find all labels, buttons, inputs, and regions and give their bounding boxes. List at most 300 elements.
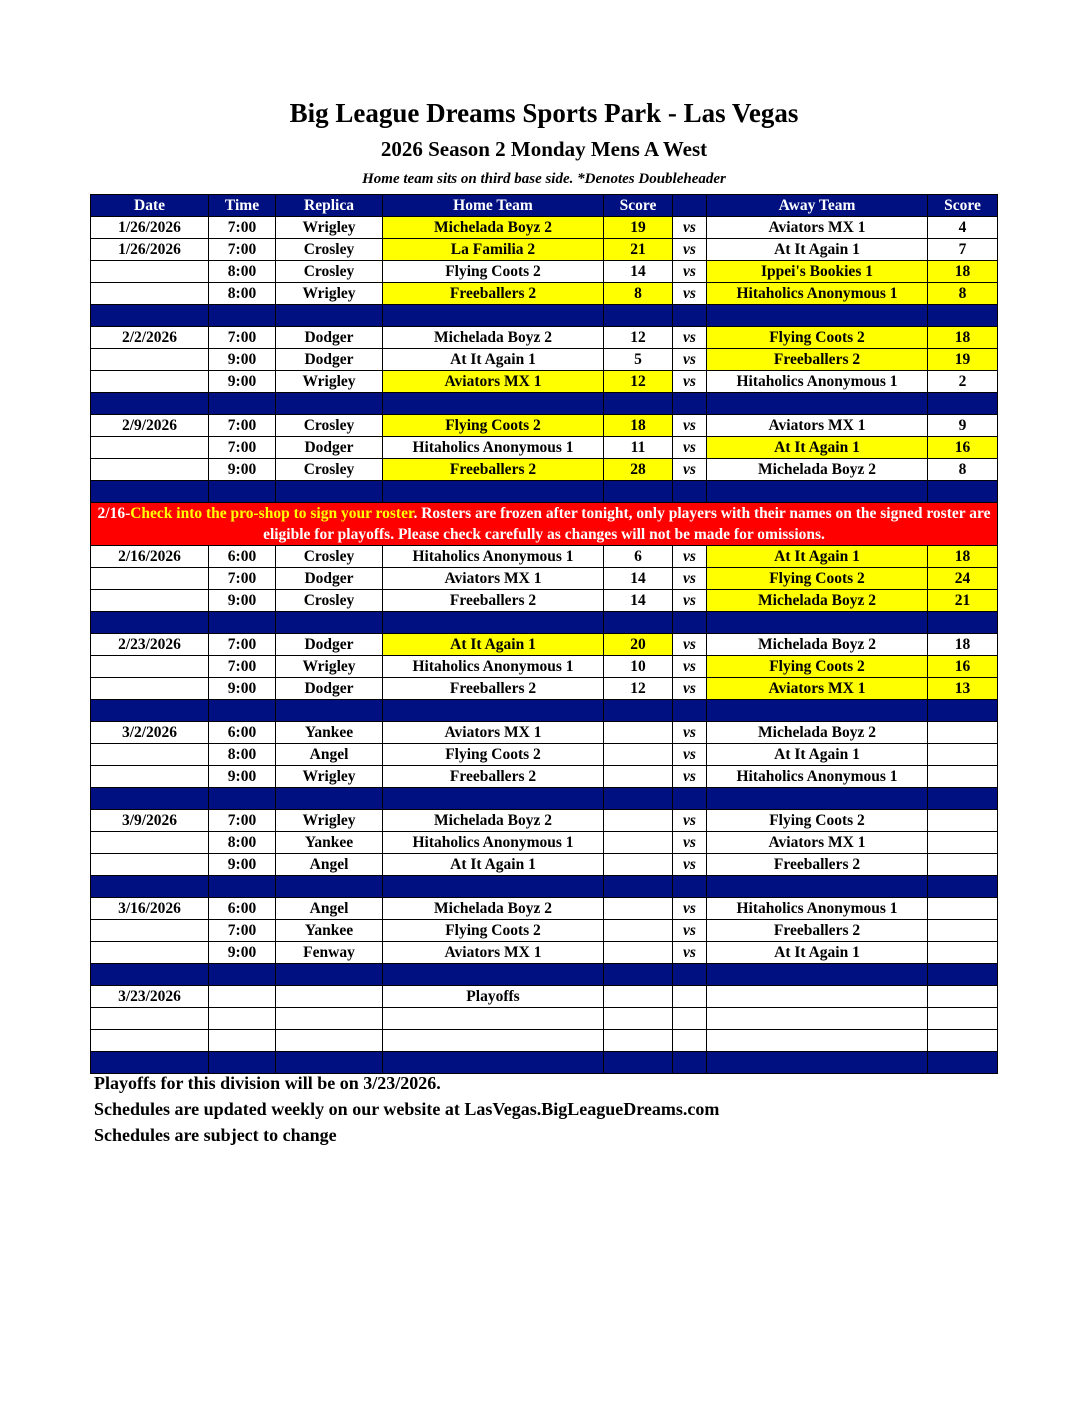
time-cell: 9:00 (209, 678, 276, 700)
separator-cell (928, 788, 998, 810)
replica-cell: Angel (276, 744, 383, 766)
date-cell (91, 744, 209, 766)
home-team-cell: Michelada Boyz 2 (383, 217, 604, 239)
home-team-note: Home team sits on third base side. *Denotes Doubleheader (362, 171, 726, 187)
separator-cell (383, 481, 604, 503)
date-cell (91, 1008, 209, 1030)
home-team-cell: Hitaholics Anonymous 1 (383, 437, 604, 459)
col-header-home-team: Home Team (383, 195, 604, 217)
away-score-cell: 24 (928, 568, 998, 590)
away-team-cell: Aviators MX 1 (707, 217, 928, 239)
replica-cell: Wrigley (276, 766, 383, 788)
separator-cell (276, 1052, 383, 1074)
replica-cell: Yankee (276, 920, 383, 942)
away-score-cell: 8 (928, 283, 998, 305)
footer-change-note: Schedules are subject to change (94, 1125, 337, 1145)
game-row (91, 854, 998, 876)
replica-cell (276, 1008, 383, 1030)
home-score-cell: 12 (604, 327, 673, 349)
time-cell (209, 1008, 276, 1030)
separator-cell (928, 305, 998, 327)
date-cell (91, 590, 209, 612)
home-team-cell: Flying Coots 2 (383, 261, 604, 283)
vs-cell: vs (673, 942, 707, 964)
away-team-cell: Michelada Boyz 2 (707, 590, 928, 612)
time-cell: 7:00 (209, 656, 276, 678)
week-separator-row (91, 964, 998, 986)
separator-cell (209, 481, 276, 503)
header-row (91, 195, 998, 217)
home-score-cell (604, 920, 673, 942)
away-team-cell: Freeballers 2 (707, 349, 928, 371)
game-row (91, 898, 998, 920)
separator-cell (209, 788, 276, 810)
away-score-cell: 13 (928, 678, 998, 700)
replica-cell: Crosley (276, 546, 383, 568)
vs-cell: vs (673, 437, 707, 459)
home-score-cell (604, 1030, 673, 1052)
time-cell: 6:00 (209, 898, 276, 920)
home-team-cell: Playoffs (383, 986, 604, 1008)
home-score-cell: 11 (604, 437, 673, 459)
game-row (91, 415, 998, 437)
replica-cell: Crosley (276, 459, 383, 481)
away-team-cell (707, 1008, 928, 1030)
away-team-cell: Aviators MX 1 (707, 415, 928, 437)
away-score-cell: 16 (928, 437, 998, 459)
away-team-cell (707, 986, 928, 1008)
home-score-cell: 19 (604, 217, 673, 239)
replica-cell: Crosley (276, 239, 383, 261)
separator-cell (928, 481, 998, 503)
date-cell (91, 854, 209, 876)
away-team-cell: Flying Coots 2 (707, 656, 928, 678)
blank-row (91, 1008, 998, 1030)
col-header-replica: Replica (276, 195, 383, 217)
separator-cell (673, 393, 707, 415)
date-cell: 2/9/2026 (91, 415, 209, 437)
time-cell: 8:00 (209, 744, 276, 766)
away-score-cell (928, 1008, 998, 1030)
home-team-cell: Aviators MX 1 (383, 568, 604, 590)
separator-cell (604, 876, 673, 898)
away-score-cell: 2 (928, 371, 998, 393)
away-score-cell: 18 (928, 327, 998, 349)
separator-cell (707, 1052, 928, 1074)
replica-cell: Crosley (276, 415, 383, 437)
home-score-cell: 28 (604, 459, 673, 481)
away-score-cell (928, 744, 998, 766)
away-team-cell: Michelada Boyz 2 (707, 459, 928, 481)
replica-cell: Crosley (276, 261, 383, 283)
vs-cell: vs (673, 634, 707, 656)
replica-cell: Dodger (276, 437, 383, 459)
separator-cell (276, 964, 383, 986)
separator-cell (928, 393, 998, 415)
home-team-cell: Flying Coots 2 (383, 415, 604, 437)
home-score-cell (604, 832, 673, 854)
home-score-cell (604, 744, 673, 766)
away-team-cell: Freeballers 2 (707, 920, 928, 942)
date-cell: 3/23/2026 (91, 986, 209, 1008)
replica-cell: Crosley (276, 590, 383, 612)
away-score-cell (928, 986, 998, 1008)
replica-cell (276, 986, 383, 1008)
replica-cell: Wrigley (276, 810, 383, 832)
away-score-cell: 19 (928, 349, 998, 371)
game-row (91, 942, 998, 964)
separator-cell (604, 964, 673, 986)
separator-cell (91, 876, 209, 898)
notice-text: . Rosters are frozen after tonight, only players with their names on the signed roster are eligible for playoffs. Please check carefully as changes will not be made for omissions. (263, 505, 991, 543)
vs-cell: vs (673, 898, 707, 920)
away-score-cell (928, 810, 998, 832)
home-team-cell: Michelada Boyz 2 (383, 898, 604, 920)
separator-cell (383, 876, 604, 898)
game-row (91, 261, 998, 283)
vs-cell: vs (673, 568, 707, 590)
vs-cell: vs (673, 546, 707, 568)
replica-cell: Angel (276, 854, 383, 876)
separator-cell (673, 876, 707, 898)
game-row (91, 459, 998, 481)
home-score-cell (604, 986, 673, 1008)
separator-cell (276, 700, 383, 722)
date-cell (91, 459, 209, 481)
replica-cell: Angel (276, 898, 383, 920)
away-team-cell: At It Again 1 (707, 942, 928, 964)
separator-cell (604, 788, 673, 810)
game-row (91, 744, 998, 766)
away-team-cell: At It Again 1 (707, 546, 928, 568)
home-team-cell: At It Again 1 (383, 634, 604, 656)
time-cell: 6:00 (209, 546, 276, 568)
time-cell: 7:00 (209, 437, 276, 459)
home-score-cell: 18 (604, 415, 673, 437)
home-score-cell: 14 (604, 590, 673, 612)
game-row (91, 832, 998, 854)
away-team-cell: Hitaholics Anonymous 1 (707, 283, 928, 305)
home-team-cell: Freeballers 2 (383, 678, 604, 700)
home-score-cell: 12 (604, 371, 673, 393)
vs-cell: vs (673, 371, 707, 393)
away-team-cell: At It Again 1 (707, 239, 928, 261)
home-score-cell (604, 1008, 673, 1030)
separator-cell (673, 305, 707, 327)
vs-cell: vs (673, 832, 707, 854)
home-team-cell: Freeballers 2 (383, 590, 604, 612)
week-separator-row (91, 788, 998, 810)
separator-cell (276, 788, 383, 810)
time-cell: 9:00 (209, 371, 276, 393)
replica-cell: Wrigley (276, 371, 383, 393)
away-team-cell: Flying Coots 2 (707, 810, 928, 832)
date-cell (91, 920, 209, 942)
time-cell: 9:00 (209, 590, 276, 612)
replica-cell: Yankee (276, 722, 383, 744)
away-score-cell (928, 898, 998, 920)
time-cell: 6:00 (209, 722, 276, 744)
home-score-cell (604, 810, 673, 832)
vs-cell: vs (673, 261, 707, 283)
home-team-cell: Flying Coots 2 (383, 744, 604, 766)
date-cell (91, 283, 209, 305)
date-cell (91, 766, 209, 788)
date-cell: 2/2/2026 (91, 327, 209, 349)
separator-cell (928, 612, 998, 634)
separator-cell (928, 700, 998, 722)
separator-cell (604, 481, 673, 503)
away-score-cell: 16 (928, 656, 998, 678)
away-score-cell: 18 (928, 261, 998, 283)
game-row (91, 568, 998, 590)
separator-cell (91, 481, 209, 503)
home-team-cell: Michelada Boyz 2 (383, 327, 604, 349)
away-team-cell: Freeballers 2 (707, 854, 928, 876)
home-score-cell (604, 854, 673, 876)
separator-cell (604, 305, 673, 327)
separator-cell (91, 700, 209, 722)
home-score-cell: 8 (604, 283, 673, 305)
game-row (91, 634, 998, 656)
home-score-cell (604, 898, 673, 920)
time-cell: 7:00 (209, 217, 276, 239)
week-separator-row (91, 876, 998, 898)
away-score-cell: 9 (928, 415, 998, 437)
week-separator-row (91, 700, 998, 722)
date-cell: 1/26/2026 (91, 217, 209, 239)
time-cell: 9:00 (209, 459, 276, 481)
home-team-cell (383, 1008, 604, 1030)
separator-cell (707, 305, 928, 327)
home-team-cell: Michelada Boyz 2 (383, 810, 604, 832)
time-cell: 8:00 (209, 283, 276, 305)
separator-cell (383, 1052, 604, 1074)
home-team-cell: Hitaholics Anonymous 1 (383, 656, 604, 678)
home-team-cell: Flying Coots 2 (383, 920, 604, 942)
separator-cell (383, 964, 604, 986)
separator-cell (276, 876, 383, 898)
replica-cell: Dodger (276, 327, 383, 349)
away-score-cell: 18 (928, 546, 998, 568)
replica-cell: Wrigley (276, 217, 383, 239)
home-score-cell: 5 (604, 349, 673, 371)
page-title: Big League Dreams Sports Park - Las Vegas (289, 98, 799, 128)
game-row (91, 327, 998, 349)
away-score-cell (928, 766, 998, 788)
separator-cell (928, 1052, 998, 1074)
date-cell: 3/2/2026 (91, 722, 209, 744)
time-cell (209, 1030, 276, 1052)
separator-cell (209, 876, 276, 898)
home-score-cell: 10 (604, 656, 673, 678)
date-cell: 2/16/2026 (91, 546, 209, 568)
away-score-cell: 21 (928, 590, 998, 612)
separator-cell (707, 481, 928, 503)
date-cell (91, 371, 209, 393)
home-team-cell: Hitaholics Anonymous 1 (383, 546, 604, 568)
vs-cell (673, 986, 707, 1008)
time-cell: 7:00 (209, 568, 276, 590)
time-cell: 9:00 (209, 349, 276, 371)
col-header-away-team: Away Team (707, 195, 928, 217)
separator-cell (209, 612, 276, 634)
home-team-cell: Aviators MX 1 (383, 371, 604, 393)
separator-cell (673, 481, 707, 503)
date-cell: 1/26/2026 (91, 239, 209, 261)
separator-cell (383, 612, 604, 634)
separator-cell (707, 788, 928, 810)
separator-cell (276, 481, 383, 503)
date-cell (91, 656, 209, 678)
separator-cell (91, 305, 209, 327)
separator-cell (91, 964, 209, 986)
vs-cell: vs (673, 678, 707, 700)
game-row (91, 722, 998, 744)
notice-highlight: Check into the pro-shop to sign your roster (130, 505, 414, 522)
away-team-cell: Hitaholics Anonymous 1 (707, 898, 928, 920)
game-row (91, 217, 998, 239)
home-score-cell: 21 (604, 239, 673, 261)
home-score-cell (604, 722, 673, 744)
vs-cell: vs (673, 854, 707, 876)
date-cell: 3/16/2026 (91, 898, 209, 920)
date-cell (91, 349, 209, 371)
away-team-cell: Hitaholics Anonymous 1 (707, 766, 928, 788)
separator-cell (673, 1052, 707, 1074)
separator-cell (707, 612, 928, 634)
time-cell: 7:00 (209, 327, 276, 349)
separator-cell (209, 700, 276, 722)
separator-cell (707, 876, 928, 898)
vs-cell: vs (673, 722, 707, 744)
col-header-time: Time (209, 195, 276, 217)
notice-date: 2/16- (97, 505, 131, 522)
separator-cell (91, 788, 209, 810)
vs-cell: vs (673, 656, 707, 678)
vs-cell: vs (673, 239, 707, 261)
game-row (91, 546, 998, 568)
game-row (91, 371, 998, 393)
home-team-cell: At It Again 1 (383, 854, 604, 876)
home-team-cell (383, 1030, 604, 1052)
col-header-vs (673, 195, 707, 217)
separator-cell (604, 393, 673, 415)
away-score-cell: 8 (928, 459, 998, 481)
separator-cell (91, 1052, 209, 1074)
home-team-cell: At It Again 1 (383, 349, 604, 371)
home-team-cell: Freeballers 2 (383, 283, 604, 305)
col-header-home-score: Score (604, 195, 673, 217)
separator-cell (209, 305, 276, 327)
time-cell: 7:00 (209, 239, 276, 261)
date-cell (91, 678, 209, 700)
home-team-cell: La Familia 2 (383, 239, 604, 261)
home-score-cell: 14 (604, 568, 673, 590)
home-score-cell: 6 (604, 546, 673, 568)
separator-cell (673, 700, 707, 722)
game-row (91, 283, 998, 305)
separator-cell (276, 393, 383, 415)
game-row (91, 678, 998, 700)
replica-cell: Wrigley (276, 283, 383, 305)
time-cell: 7:00 (209, 920, 276, 942)
separator-cell (673, 788, 707, 810)
away-team-cell: At It Again 1 (707, 744, 928, 766)
separator-cell (276, 612, 383, 634)
separator-cell (604, 700, 673, 722)
game-row (91, 349, 998, 371)
home-score-cell (604, 942, 673, 964)
home-score-cell (604, 766, 673, 788)
separator-cell (707, 393, 928, 415)
col-header-date: Date (91, 195, 209, 217)
separator-cell (673, 612, 707, 634)
vs-cell: vs (673, 810, 707, 832)
game-row (91, 920, 998, 942)
away-score-cell (928, 722, 998, 744)
separator-cell (91, 612, 209, 634)
away-score-cell: 18 (928, 634, 998, 656)
away-team-cell: Michelada Boyz 2 (707, 722, 928, 744)
time-cell: 8:00 (209, 832, 276, 854)
week-separator-row (91, 481, 998, 503)
separator-cell (604, 1052, 673, 1074)
date-cell (91, 1030, 209, 1052)
game-row (91, 656, 998, 678)
home-score-cell: 12 (604, 678, 673, 700)
footer-playoffs-note: Playoffs for this division will be on 3/23/2026. (94, 1073, 441, 1093)
blank-row (91, 1030, 998, 1052)
blank-row (91, 986, 998, 1008)
separator-cell (276, 305, 383, 327)
time-cell: 9:00 (209, 766, 276, 788)
time-cell: 8:00 (209, 261, 276, 283)
separator-cell (209, 964, 276, 986)
home-team-cell: Aviators MX 1 (383, 722, 604, 744)
date-cell (91, 942, 209, 964)
away-score-cell (928, 832, 998, 854)
week-separator-row (91, 393, 998, 415)
replica-cell: Yankee (276, 832, 383, 854)
home-team-cell: Freeballers 2 (383, 766, 604, 788)
replica-cell: Dodger (276, 678, 383, 700)
vs-cell: vs (673, 766, 707, 788)
separator-cell (383, 700, 604, 722)
roster-notice-row (91, 503, 998, 546)
time-cell: 7:00 (209, 810, 276, 832)
date-cell (91, 832, 209, 854)
schedule-table (90, 194, 998, 1074)
separator-cell (707, 700, 928, 722)
vs-cell: vs (673, 590, 707, 612)
time-cell: 7:00 (209, 415, 276, 437)
away-team-cell: Flying Coots 2 (707, 327, 928, 349)
game-row (91, 239, 998, 261)
separator-cell (383, 788, 604, 810)
replica-cell (276, 1030, 383, 1052)
separator-cell (928, 876, 998, 898)
away-team-cell: Michelada Boyz 2 (707, 634, 928, 656)
time-cell: 9:00 (209, 854, 276, 876)
game-row (91, 766, 998, 788)
date-cell (91, 437, 209, 459)
game-row (91, 590, 998, 612)
vs-cell: vs (673, 459, 707, 481)
away-score-cell (928, 942, 998, 964)
home-score-cell: 14 (604, 261, 673, 283)
week-separator-row (91, 1052, 998, 1074)
